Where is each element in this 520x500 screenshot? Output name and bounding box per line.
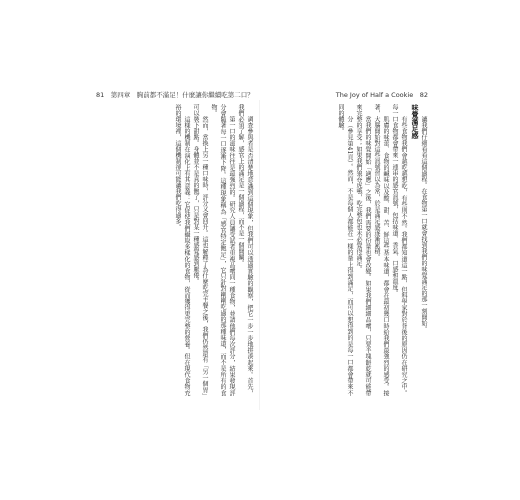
paragraph: 有些食物我們會越吃越想吃，有些則不然。我們都知道這一點，但科學家對於背後的原因仍在研究之中。每一口食物都會帶來一連串的感官訊號，包括味道、香氣、口感和溫度。	[391, 104, 407, 396]
paragraph: 肌膚的味蕾、食物的鹹味以及酸、甜、苦、鮮這些基本味道，都會在最初幾口時給我們最強烈的感受。接著，大腦開始對這些訊號習以為常，於是滿足感逐漸累積。	[373, 104, 389, 396]
right-page-text	[268, 104, 428, 396]
paragraph: 分（參見第41頁）。然而，不是每個人都能在一樣的量上得到滿足，而可以想得到的是每一口都會帶來不同的體驗。	[337, 104, 353, 396]
left-page	[96, 104, 254, 404]
right-page	[268, 104, 428, 404]
paragraph: 當我們的味覺開始「適應」之後，我們需要的份量也會改變。如果我們細細品嚐，只要半塊餅乾就可能帶來完整的享受；如果我們狼吞虎嚥，吃完整包也未必覺得滿足。	[355, 104, 371, 396]
left-running-head: 81 第四章 胸前都不滿足！什麼讓你繼續吃第二口？	[96, 91, 254, 99]
paragraph: 然而，當換上另一種口味時，評分又會回升。這也解釋了為什麼吃完主餐之後，我們仍然還有「另一個胃」可以裝下甜點。身體並不是真的飽了，只是對某一種感覺感到厭倦。	[192, 104, 208, 396]
paragraph: 調查參與者是否清楚地意識到這個現象，但我們可以透過實驗的觀察，把它一步一步地拼湊起來。首先，我們必須了解，感官上的滿足是一個過程，而不是一個開關。	[237, 104, 253, 396]
paragraph: 第一口的滋味往往是最強烈的。研究人員讓受試者重複品嚐同一種食物，並請他們每次評分，結果發現評分會隨著每一口逐漸下降。這種現象稱為「感官特定飽足」，它只針對剛剛吃過的那種味道，而不是所有的食物。	[210, 104, 235, 396]
intro-paragraph: 讓我們仔細看看這個過程。在食物第一口就會找到我們的味覺滿足的那一刻開始。	[420, 116, 427, 332]
paragraph: 這樣的機制在演化上有其意義：它促使我們攝取多樣化的食物，從而獲得更完整的營養。但在現代食物充裕的環境裡，這個機制卻可能讓我們吃得過多。	[174, 104, 190, 396]
left-page-text	[96, 104, 254, 396]
right-running-head: The Joy of Half a Cookie 82	[335, 91, 428, 99]
section-heading: 味覺滿足感	[411, 104, 419, 139]
gutter	[259, 100, 260, 410]
